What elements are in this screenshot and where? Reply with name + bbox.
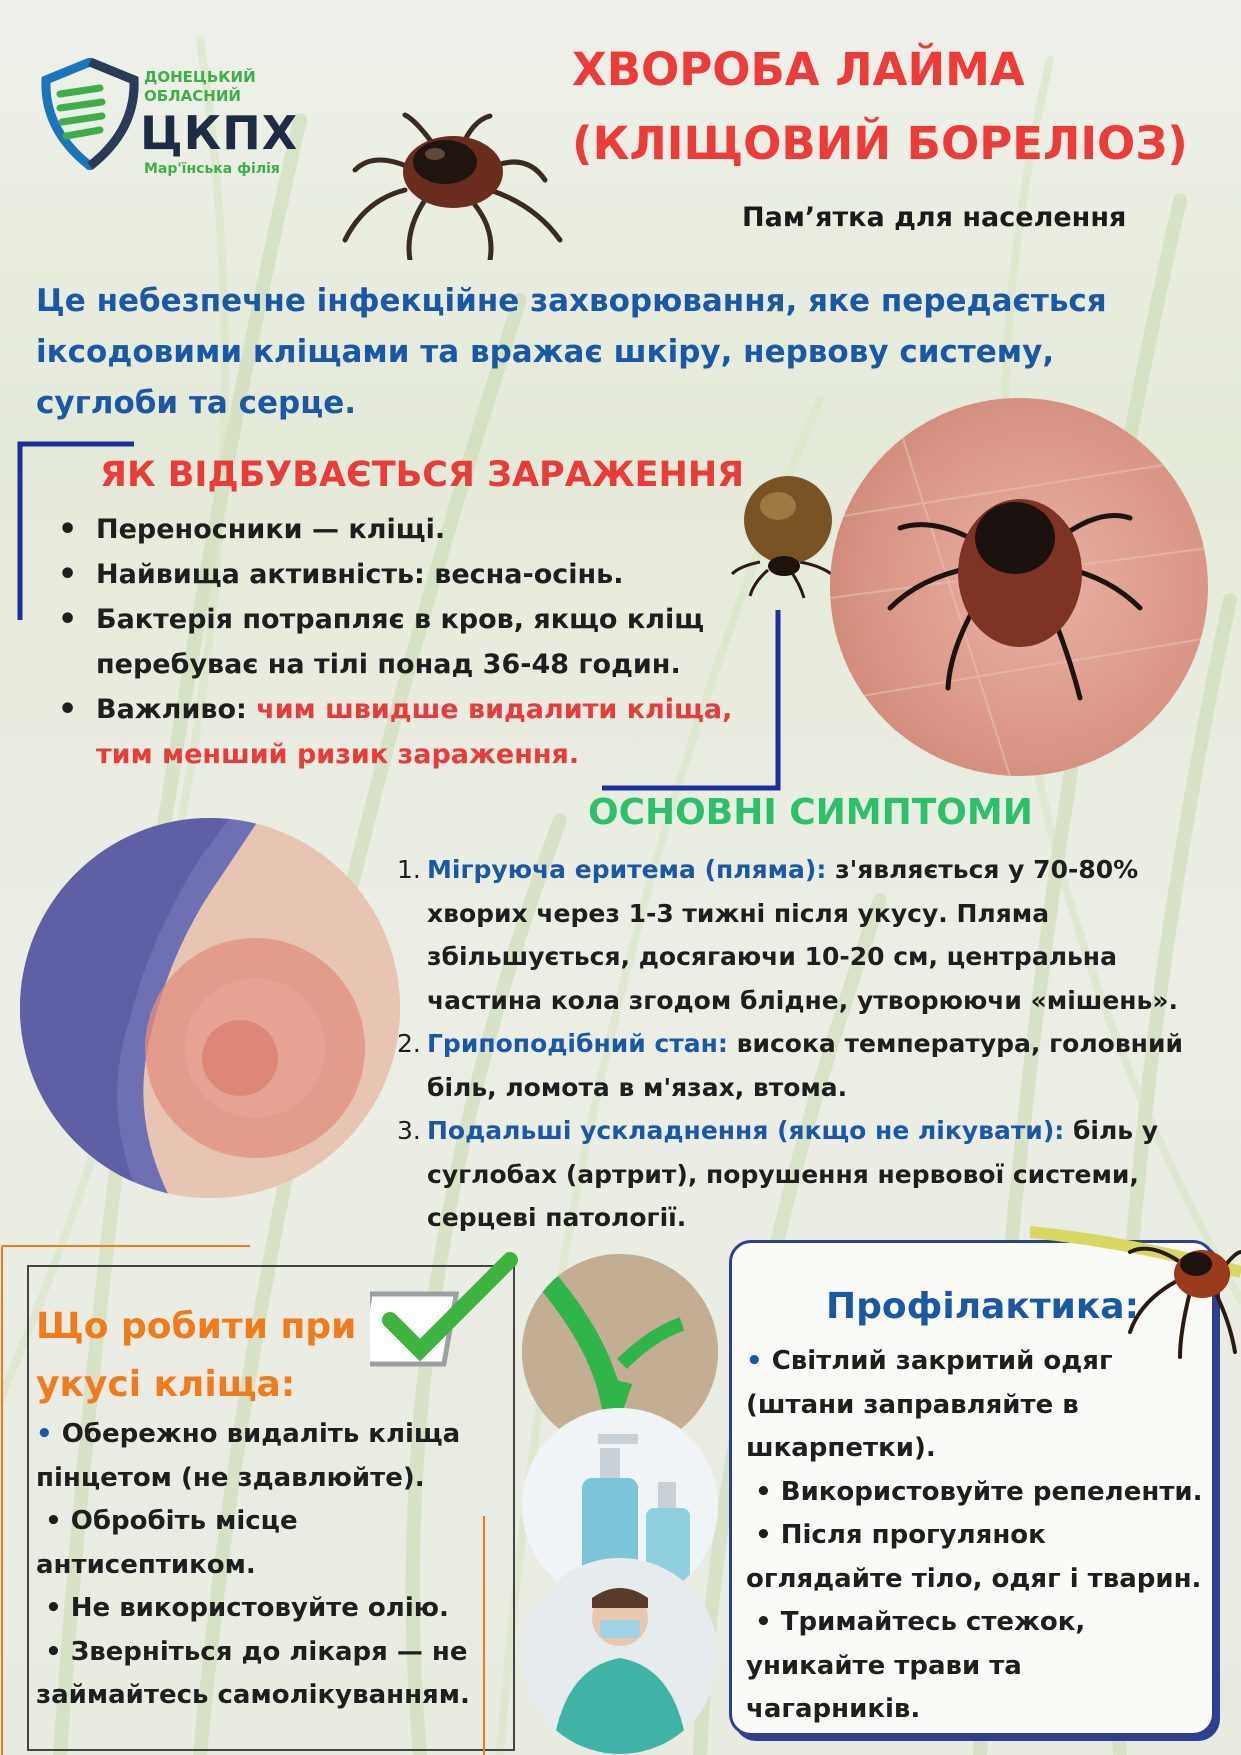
list-item	[50, 597, 770, 687]
list-item	[397, 848, 1227, 1022]
bullet: •	[45, 1636, 62, 1667]
bullet: •	[36, 1419, 53, 1449]
intro-text	[36, 276, 1107, 429]
list-item	[50, 687, 770, 777]
symptom-text: збільшується, досягаючи 10-20 см, центральна	[427, 942, 1117, 971]
logo-line2: ОБЛАСНИЙ	[144, 87, 241, 105]
bullet: •	[755, 1607, 772, 1637]
intro-line: Це небезпечне інфекційне захворювання, яке передається	[36, 283, 1107, 319]
bullet: •	[45, 1593, 62, 1623]
title-line2: (КЛІЩОВИЙ БОРЕЛІОЗ)	[572, 117, 1188, 170]
logo-line1: ДОНЕЦЬКИЙ	[144, 68, 256, 86]
step-text: Зверніться до лікаря — не	[70, 1636, 468, 1667]
logo	[40, 58, 300, 178]
item-warning: тим менший ризик зараження.	[96, 739, 580, 770]
tick-image	[830, 398, 1208, 776]
engorged-tick-image	[730, 462, 840, 602]
step-text: Обережно видаліть кліща	[61, 1419, 461, 1449]
infection-heading: ЯК ВІДБУВАЄТЬСЯ ЗАРАЖЕННЯ	[100, 455, 745, 495]
list-item	[50, 552, 770, 597]
symptom-text: хворих через 1-3 тижні після укусу. Пляма	[427, 898, 1050, 928]
subtitle: Пам’ятка для населення	[742, 202, 1127, 233]
symptom-text: частина кола згодом блідне, утворюючи «мішень».	[427, 985, 1179, 1015]
doctor-photo	[522, 1558, 718, 1754]
step-line	[36, 1631, 496, 1675]
symptom-label: Подальші ускладнення (якщо не лікувати):	[427, 1116, 1065, 1145]
checkmark-icon	[370, 1250, 520, 1380]
symptom-text: серцеві патології.	[427, 1203, 687, 1232]
tip-line	[746, 1514, 1216, 1558]
logo-branch: Мар'їнська філія	[144, 161, 280, 177]
tick-on-grass-image	[1030, 1212, 1241, 1362]
step-text: Обробіть місце	[70, 1506, 298, 1536]
doctor-icon	[522, 1558, 718, 1754]
tip-line	[746, 1471, 1216, 1515]
step-line	[36, 1587, 496, 1631]
intro-line: суглоби та серце.	[36, 385, 356, 421]
prevention-list	[746, 1340, 1216, 1732]
list-item	[50, 507, 770, 552]
tip-text: уникайте трави та	[746, 1650, 1022, 1681]
item-number: 1.	[397, 855, 421, 884]
bullet: •	[755, 1520, 772, 1550]
symptom-text: біль у	[1064, 1116, 1159, 1145]
list-item	[397, 1022, 1227, 1109]
bullet: •	[755, 1476, 772, 1507]
step-line	[36, 1500, 496, 1544]
symptom-text: висока температура, головний	[727, 1029, 1183, 1058]
infection-list	[50, 507, 770, 777]
symptom-text: суглобах (артрит), порушення нервової системи,	[427, 1159, 1139, 1189]
step-text: займайтесь самолікуванням.	[36, 1680, 470, 1710]
bullet: •	[746, 1346, 763, 1376]
symptom-label: Грипоподібний стан:	[427, 1029, 728, 1058]
item-warning: чим швидше видалити кліща,	[256, 694, 733, 725]
item-number: 3.	[397, 1116, 421, 1145]
bite-heading	[36, 1298, 356, 1414]
erythema-photo	[20, 818, 400, 1198]
step-line	[36, 1413, 496, 1457]
prevention-heading: Профілактика:	[826, 1286, 1139, 1327]
symptom-text: з'являється у 70-80%	[826, 855, 1139, 884]
tip-text: Тримайтесь стежок,	[780, 1607, 1086, 1637]
tip-text: чагарників.	[746, 1694, 921, 1724]
tip-text: Використовуйте репеленти.	[780, 1476, 1203, 1507]
symptoms-list	[397, 848, 1227, 1240]
item-text: Переносники — кліщі.	[96, 514, 446, 545]
item-text: перебуває на тілі понад 36-48 годин.	[96, 649, 681, 680]
symptom-label: Мігруюча еритема (пляма):	[427, 855, 827, 884]
logo-abbr: ЦКПХ	[140, 106, 299, 160]
tip-text: оглядайте тіло, одяг і тварин.	[746, 1563, 1202, 1594]
shield-logo-icon	[40, 58, 140, 170]
step-text: пінцетом (не здавлюйте).	[36, 1462, 425, 1493]
tick-image	[335, 110, 565, 260]
step-text: Не використовуйте олію.	[70, 1593, 449, 1623]
rash-image	[20, 818, 400, 1198]
title-line1: ХВОРОБА ЛАЙМА	[572, 43, 1025, 96]
item-text: Найвища активність: весна-осінь.	[96, 559, 624, 590]
tip-text: шкарпетки).	[746, 1433, 936, 1463]
intro-line: іксодовими кліщами та вражає шкіру, нервову систему,	[36, 334, 1055, 370]
heading-line: укусі кліща:	[36, 1364, 296, 1405]
item-number: 2.	[397, 1029, 421, 1058]
tip-text: (штани заправляйте в	[746, 1389, 1079, 1420]
item-text: • Бактерія потрапляє в кров, якщо кліщ	[96, 604, 705, 635]
tip-text: Світлий закритий одяг	[771, 1346, 1113, 1376]
item-lead: Важливо:	[96, 694, 257, 725]
step-text: антисептиком.	[36, 1549, 256, 1580]
symptoms-heading: ОСНОВНІ СИМПТОМИ	[588, 792, 1033, 833]
tip-line	[746, 1601, 1216, 1645]
symptom-text: біль, ломота в м'язах, втома.	[427, 1072, 848, 1102]
tip-text: Після прогулянок	[780, 1520, 1046, 1550]
bullet: •	[45, 1506, 62, 1536]
heading-line: Що робити при	[36, 1306, 357, 1347]
bite-steps	[36, 1413, 496, 1718]
tick-on-skin-photo	[830, 398, 1208, 776]
